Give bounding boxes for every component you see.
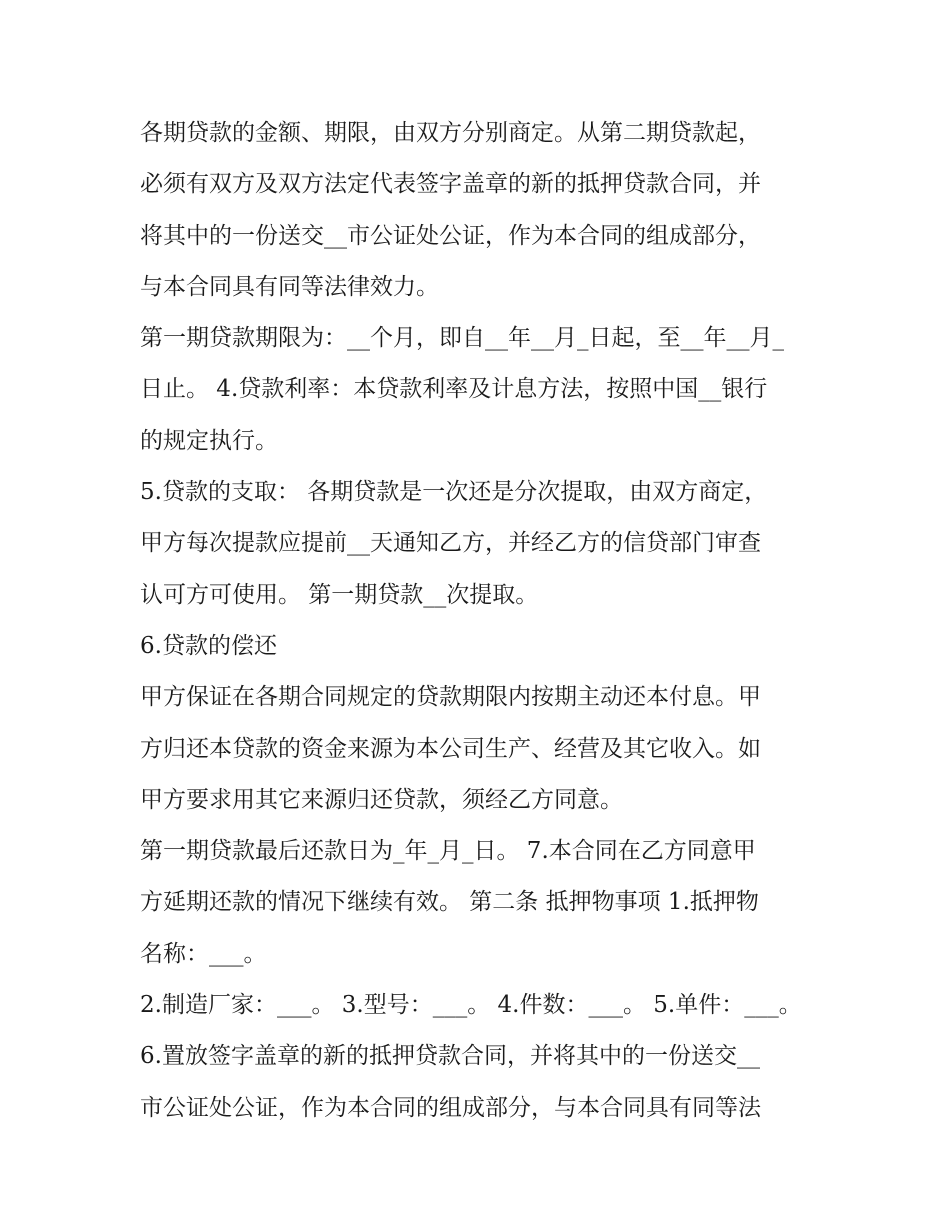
document-page (140, 108, 820, 1134)
text-line: 6.置放签字盖章的新的抵押贷款合同，并将其中的一份送交__ (140, 1043, 760, 1070)
text-line: 日止。 4.贷款利率：本贷款利率及计息方法，按照中国__银行 (140, 376, 768, 403)
text-line: 名称：___。 (140, 940, 267, 967)
text-line: 甲方保证在各期合同规定的贷款期限内按期主动还本付息。甲 (140, 684, 761, 711)
text-line: 方延期还款的情况下继续有效。 第二条 抵押物事项 1.抵押物 (140, 889, 759, 916)
text-line: 各期贷款的金额、期限，由双方分别商定。从第二期贷款起， (140, 120, 761, 146)
text-line: 第一期贷款期限为：__个月，即自__年__月_日起，至__年__月_ (140, 325, 784, 352)
text-line: 第一期贷款最后还款日为_年_月_日。 7.本合同在乙方同意甲 (140, 838, 756, 865)
text-line: 的规定执行。 (140, 427, 278, 454)
text-line: 市公证处公证，作为本合同的组成部分，与本合同具有同等法 (140, 1094, 761, 1121)
text-line: 甲方每次提款应提前__天通知乙方，并经乙方的信贷部门审查 (140, 530, 761, 557)
text-line: 2.制造厂家：___。 3.型号：___。 4.件数：___。 5.单件：___。 (140, 992, 802, 1019)
text-line: 方归还本贷款的资金来源为本公司生产、经营及其它收入。如 (140, 735, 761, 762)
text-line: 将其中的一份送交__市公证处公证，作为本合同的组成部分， (140, 222, 761, 249)
text-line: 必须有双方及双方法定代表签字盖章的新的抵押贷款合同，并 (140, 171, 761, 198)
text-line: 甲方要求用其它来源归还贷款，须经乙方同意。 (140, 786, 623, 813)
text-line: 认可方可使用。 第一期贷款__次提取。 (140, 581, 539, 608)
text-line: 5.贷款的支取： 各期贷款是一次还是分次提取，由双方商定， (140, 479, 768, 506)
section-heading: 6.贷款的偿还 (140, 632, 277, 659)
text-line: 与本合同具有同等法律效力。 (140, 273, 439, 300)
